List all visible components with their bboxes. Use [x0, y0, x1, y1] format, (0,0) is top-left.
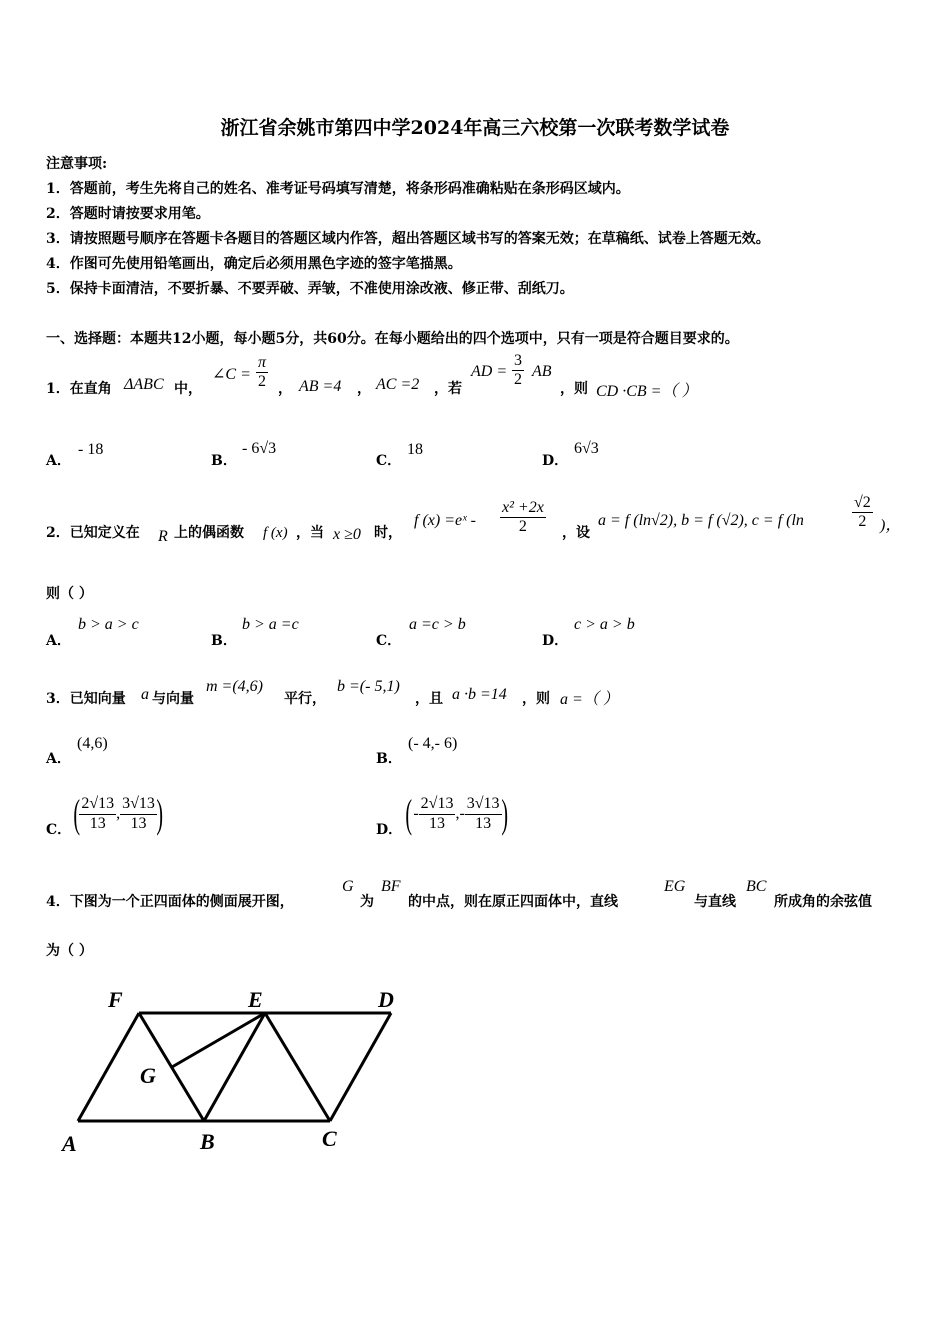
q2-option-d-value: c > a > b	[574, 616, 635, 633]
q4-G: G	[342, 878, 354, 895]
q2-cond: x ≥0	[333, 526, 361, 543]
q2-option-d-label[interactable]: D．	[542, 633, 569, 649]
q1-ze: ，则	[560, 381, 588, 397]
q1-dot: CD ·CB =（ ）	[596, 383, 698, 400]
q3-prefix: 3．已知向量	[46, 691, 126, 707]
q3-c-den2: 13	[130, 814, 147, 832]
q4-prefix: 4．下图为一个正四面体的侧面展开图，	[46, 894, 294, 910]
q4-t2: 的中点，则在原正四面体中，直线	[408, 894, 618, 910]
q2-option-b-label[interactable]: B．	[211, 633, 237, 649]
q1-option-b-label[interactable]: B．	[211, 453, 237, 469]
q1-pi-frac	[256, 354, 268, 392]
q2-option-c-value: a =c > b	[409, 616, 466, 633]
line-EC	[265, 1013, 330, 1121]
page-title: 浙江省余姚市第四中学2024年高三六校第一次联考数学试卷	[220, 117, 730, 139]
q2-close: )，	[880, 517, 902, 534]
q2-frac-den: 2	[518, 518, 527, 536]
q1-prefix: 1．在直角	[46, 381, 112, 397]
q3-t1: 与向量	[152, 691, 194, 707]
point-E-label: E	[248, 987, 263, 1012]
q2-frac	[500, 499, 546, 537]
q2-ln-frac	[852, 494, 873, 532]
q3-c-num1: 2√13	[79, 795, 116, 814]
q2-t2: ，当	[296, 525, 324, 541]
q3-option-c-label[interactable]: C．	[46, 822, 72, 838]
q1-triangle: ΔABC	[124, 376, 164, 393]
q2-t3: 时，	[374, 525, 402, 541]
q3-t4: ，则	[522, 691, 550, 707]
q1-option-b-value: - 6√3	[242, 440, 277, 457]
q1-ab-vec: AB	[532, 363, 552, 380]
q2-ln-den: 2	[858, 513, 867, 531]
section-heading: 一、选择题：本题共12小题，每小题5分，共60分。在每小题给出的四个选项中，只有一项是符合题目要求的。	[46, 331, 739, 347]
q3-option-d-label[interactable]: D．	[376, 822, 403, 838]
q3-ans: a =（ ）	[560, 691, 619, 708]
q1-three-halves	[512, 352, 524, 390]
q2-frac-num: x² +2x	[500, 499, 546, 518]
q3-option-b-label[interactable]: B．	[376, 751, 402, 767]
notice-item-5: 5．保持卡面清洁，不要折暴、不要弄破、弄皱，不准使用涂改液、修正带、刮纸刀。	[46, 281, 574, 297]
net-lines	[78, 1013, 391, 1121]
q3-option-d-value: ( - $\frac{2√13}{13}$ ,- $\frac{3√13}{13}$ )	[405, 791, 508, 836]
q3-option-b-value: (- 4,- 6)	[408, 735, 458, 752]
q2-ln-num: √2	[852, 494, 873, 513]
q2-fx: f (x)	[263, 525, 288, 541]
point-A-label: A	[62, 1131, 77, 1156]
q3-d-den2: 13	[475, 814, 492, 832]
q1-option-d-value: 6√3	[574, 440, 599, 457]
q2-abc: a = f (ln√2), b = f (√2), c = f (ln	[598, 512, 804, 529]
q1-pi: π	[256, 354, 268, 373]
q3-option-c-value: ( $\frac{2√13}{13}$ , $\frac{3√13}{13}$ )	[73, 791, 163, 836]
q1-mid: 中，	[174, 381, 202, 397]
q1-three: 3	[512, 352, 524, 371]
q3-ab: a ·b =14	[452, 686, 507, 703]
q1-ad: AD =	[471, 363, 508, 380]
line-CD	[330, 1013, 391, 1121]
q2-option-c-label[interactable]: C．	[376, 633, 402, 649]
q2-def: f (x) =eˣ -	[414, 512, 476, 529]
q3-t2: 平行，	[284, 691, 326, 707]
q4-BF: BF	[381, 878, 401, 895]
q1-angle: ∠C =	[212, 366, 251, 383]
q4-BC: BC	[746, 878, 767, 895]
notice-item-1: 1．答题前，考生先将自己的姓名、准考证号码填写清楚，将条形码准确粘贴在条形码区域内。	[46, 181, 630, 197]
q1-ab: AB =4	[299, 378, 342, 395]
q2-R: R	[158, 528, 168, 545]
q3-c-num2: 3√13	[120, 795, 157, 814]
q3-d-num2: 3√13	[465, 795, 502, 814]
q4-t1: 为	[360, 894, 374, 910]
point-C-label: C	[322, 1126, 337, 1151]
q1-option-c-label[interactable]: C．	[376, 453, 402, 469]
q3-t3: ，且	[415, 691, 443, 707]
point-F-label: F	[108, 987, 123, 1012]
notice-item-3: 3．请按照题号顺序在答题卡各题目的答题区域内作答，超出答题区域书写的答案无效；在草稿纸、试卷上答题无效。	[46, 231, 770, 247]
point-D-label: D	[378, 987, 394, 1012]
q1-ruo: ，若	[434, 381, 462, 397]
tetrahedron-net-figure	[50, 975, 420, 1160]
q1-option-d-label[interactable]: D．	[542, 453, 569, 469]
q3-d-num1: 2√13	[419, 795, 456, 814]
q1-ac: AC =2	[376, 376, 420, 393]
notice-item-2: 2．答题时请按要求用笔。	[46, 206, 210, 222]
point-B-label: B	[200, 1129, 215, 1154]
q3-option-a-value: (4,6)	[77, 735, 108, 752]
notice-heading: 注意事项:	[46, 156, 108, 172]
q4-t4: 所成角的余弦值	[774, 894, 872, 910]
q4-t5: 为（ ）	[46, 943, 93, 959]
q2-option-a-value: b > a > c	[78, 616, 139, 633]
q2-option-a-label[interactable]: A．	[46, 633, 71, 649]
q3-option-a-label[interactable]: A．	[46, 751, 71, 767]
point-G-label: G	[140, 1063, 156, 1088]
q3-a: a	[141, 686, 149, 703]
q1-three-den: 2	[514, 371, 522, 389]
q2-option-b-value: b > a =c	[242, 616, 299, 633]
q2-she: ，设	[562, 525, 590, 541]
q2-prefix: 2．已知定义在	[46, 525, 140, 541]
q2-then: 则（ ）	[46, 586, 93, 602]
q1-pi-den: 2	[258, 373, 266, 391]
q4-EG: EG	[664, 878, 686, 895]
q3-c-den1: 13	[89, 814, 106, 832]
q1-option-a-value: - 18	[78, 441, 104, 458]
notice-item-4: 4．作图可先使用铅笔画出，确定后必须用黑色字迹的签字笔描黑。	[46, 256, 462, 272]
q3-m: m =(4,6)	[206, 678, 264, 695]
q2-t1: 上的偶函数	[174, 525, 244, 541]
q3-d-den1: 13	[429, 814, 446, 832]
q3-b: b =(- 5,1)	[337, 678, 400, 695]
line-AF	[78, 1013, 139, 1121]
q1-option-a-label[interactable]: A．	[46, 453, 71, 469]
q4-t3: 与直线	[694, 894, 736, 910]
q1-option-c-value: 18	[407, 441, 423, 458]
